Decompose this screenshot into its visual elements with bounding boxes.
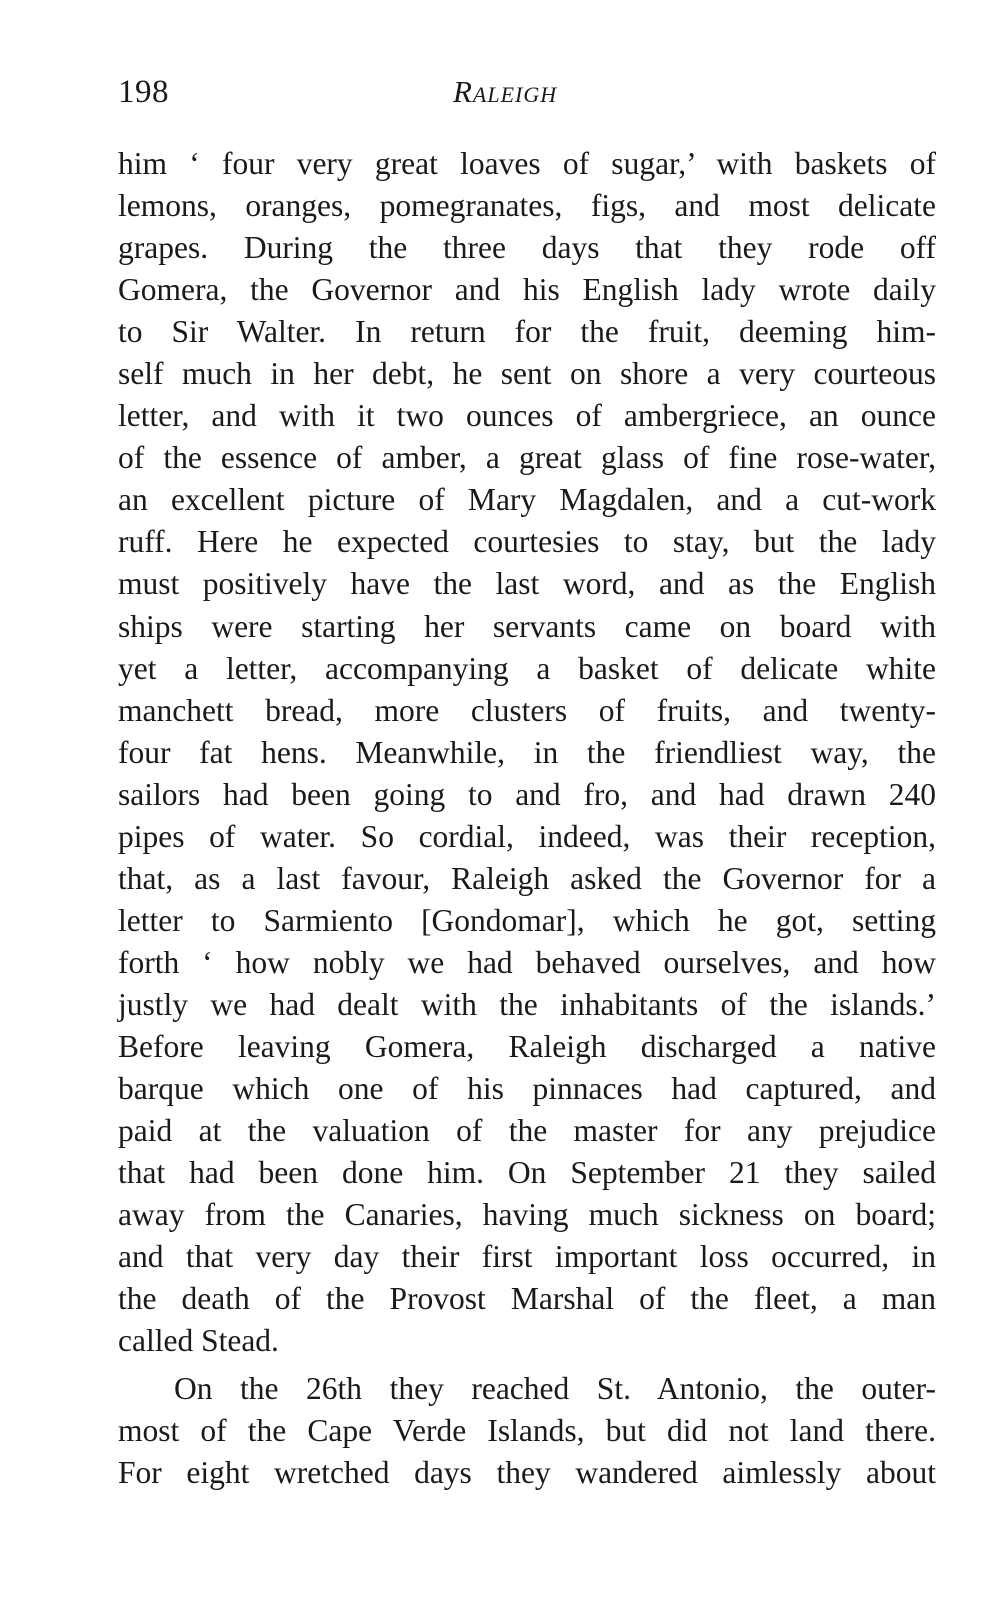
text-line: ruff. Here he expected courtesies to stay, but the lady (118, 524, 936, 560)
text-line: away from the Canaries, having much sickness on board; (118, 1197, 936, 1233)
text-line: sailors had been going to and fro, and had drawn 240 (118, 776, 936, 812)
body-text (118, 143, 936, 1495)
page-number: 198 (118, 74, 169, 110)
text-line: On the 26th they reached St. Antonio, the outer- (174, 1371, 936, 1407)
text-line: of the essence of amber, a great glass of fine rose-water, (118, 440, 936, 476)
text-line: that, as a last favour, Raleigh asked the Governor for a (118, 860, 936, 896)
text-line: lemons, oranges, pomegranates, figs, and most delicate (118, 188, 936, 224)
text-line: him ‘ four very great loaves of sugar,’ with baskets of (118, 146, 936, 181)
text-line: yet a letter, accompanying a basket of delicate white (118, 650, 936, 686)
text-line: the death of the Provost Marshal of the fleet, a man (118, 1281, 936, 1317)
running-head (118, 70, 936, 114)
text-line: letter, and with it two ounces of ambergriece, an ounce (118, 398, 936, 434)
text-line: grapes. During the three days that they rode off (118, 230, 936, 266)
text-line: that had been done him. On September 21 they sailed (118, 1155, 936, 1191)
text-line: ships were starting her servants came on board with (118, 608, 936, 644)
text-line: Gomera, the Governor and his English lady wrote daily (118, 272, 936, 308)
text-line: most of the Cape Verde Islands, but did not land there. (118, 1413, 936, 1449)
text-line: called Stead. (118, 1323, 279, 1359)
text-line: an excellent picture of Mary Magdalen, and a cut-work (118, 482, 936, 518)
text-line: For eight wretched days they wandered aimlessly about (118, 1455, 936, 1491)
text-line: four fat hens. Meanwhile, in the friendliest way, the (118, 734, 936, 770)
text-line: manchett bread, more clusters of fruits, and twenty- (118, 692, 936, 728)
text-line: must positively have the last word, and as the English (118, 566, 936, 602)
text-line: self much in her debt, he sent on shore a very courteous (118, 356, 936, 392)
text-line: and that very day their first important loss occurred, in (118, 1239, 936, 1275)
running-title: Raleigh (453, 74, 558, 109)
text-line: to Sir Walter. In return for the fruit, deeming him- (118, 314, 936, 350)
text-line: letter to Sarmiento [Gondomar], which he got, setting (118, 902, 936, 938)
text-line: Before leaving Gomera, Raleigh discharged a native (118, 1028, 936, 1064)
text-line: paid at the valuation of the master for any prejudice (118, 1113, 936, 1149)
text-line: justly we had dealt with the inhabitants of the islands.’ (118, 986, 936, 1022)
text-line: pipes of water. So cordial, indeed, was their reception, (118, 818, 936, 854)
text-line: forth ‘ how nobly we had behaved ourselves, and how (118, 944, 936, 980)
text-line: barque which one of his pinnaces had captured, and (118, 1071, 936, 1107)
